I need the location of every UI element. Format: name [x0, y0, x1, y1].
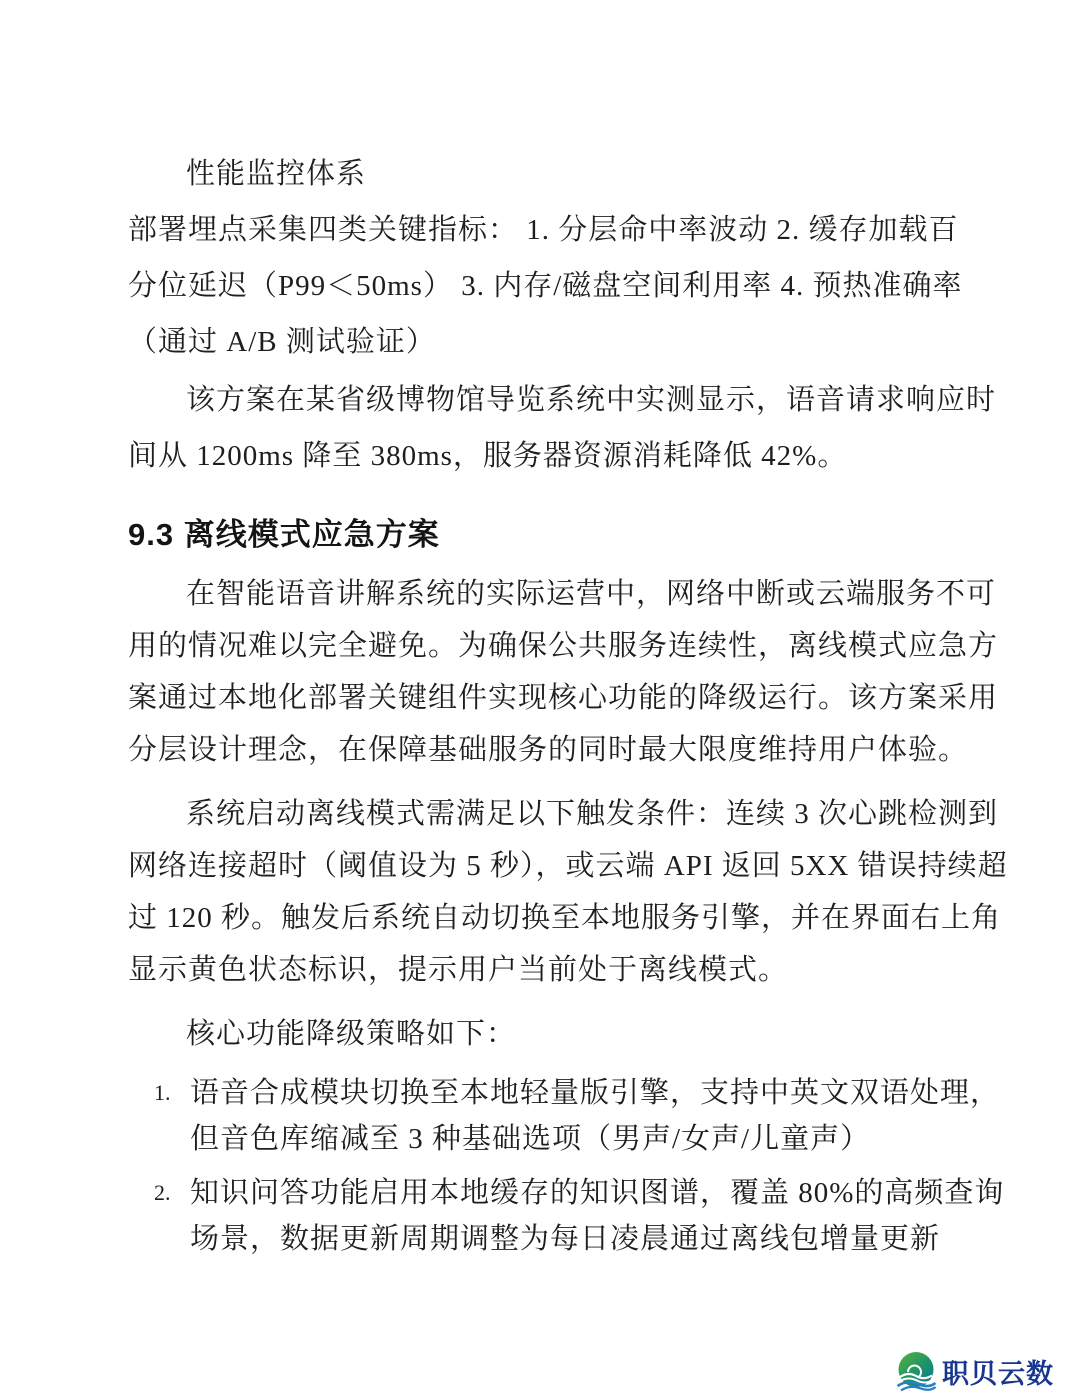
paragraph-line: 分位延迟（P99＜50ms） 3. 内存/磁盘空间利用率 4. 预热准确率 [128, 270, 963, 302]
footer-logo [895, 1350, 1054, 1392]
list-item-line: 语音合成模块切换至本地轻量版引擎，支持中英文双语处理， [190, 1077, 1001, 1109]
paragraph-degrade-strategy-lead [128, 1008, 960, 1060]
document-body [128, 146, 1008, 1262]
paragraph-offline-intro [128, 568, 999, 776]
paragraph-line: 系统启动离线模式需满足以下触发条件：连续 3 次心跳检测到 [186, 798, 999, 830]
list-item-number: 1. [154, 1080, 171, 1105]
list-item [128, 1170, 1005, 1262]
paragraph-line: 部署埋点采集四类关键指标： 1. 分层命中率波动 2. 缓存加载百 [128, 214, 959, 246]
list-item-line: 场景，数据更新周期调整为每日凌晨通过离线包增量更新 [190, 1223, 941, 1255]
list-item [128, 1070, 1001, 1162]
paragraph-trigger-conditions [128, 788, 1008, 996]
paragraph-line: 用的情况难以完全避免。为确保公共服务连续性，离线模式应急方 [128, 630, 999, 662]
section-heading: 9.3 离线模式应急方案 [128, 517, 440, 552]
paragraph-line: 显示黄色状态标识，提示用户当前处于离线模式。 [128, 954, 789, 986]
brand-name: 职贝云数 [942, 1358, 1054, 1389]
numbered-list [128, 1070, 1005, 1262]
paragraph-line: 间从 1200ms 降至 380ms，服务器资源消耗降低 42%。 [128, 440, 848, 472]
paragraph-line: 性能监控体系 [186, 158, 367, 190]
paragraph-measured-results [128, 372, 997, 484]
paragraph-performance-monitoring [128, 146, 963, 370]
paragraph-line: 案通过本地化部署关键组件实现核心功能的降级运行。该方案采用 [128, 682, 999, 714]
paragraph-line: 网络连接超时（阈值设为 5 秒），或云端 API 返回 5XX 错误持续超 [128, 850, 1008, 882]
list-item-line: 但音色库缩减至 3 种基础选项（男声/女声/儿童声） [190, 1123, 871, 1155]
paragraph-line: （通过 A/B 测试验证） [128, 326, 436, 358]
paragraph-line: 该方案在某省级博物馆导览系统中实测显示，语音请求响应时 [186, 384, 997, 416]
paragraph-line: 核心功能降级策略如下： [186, 1018, 517, 1050]
list-item-text [190, 1070, 1001, 1162]
list-item-text [190, 1170, 1005, 1262]
globe-wave-icon [895, 1350, 937, 1392]
paragraph-line: 在智能语音讲解系统的实际运营中，网络中断或云端服务不可 [186, 578, 997, 610]
paragraph-line: 过 120 秒。触发后系统自动切换至本地服务引擎，并在界面右上角 [128, 902, 1002, 934]
list-item-line: 知识问答功能启用本地缓存的知识图谱，覆盖 80%的高频查询 [190, 1177, 1005, 1209]
list-item-number: 2. [154, 1180, 171, 1205]
paragraph-line: 分层设计理念，在保障基础服务的同时最大限度维持用户体验。 [128, 734, 969, 766]
